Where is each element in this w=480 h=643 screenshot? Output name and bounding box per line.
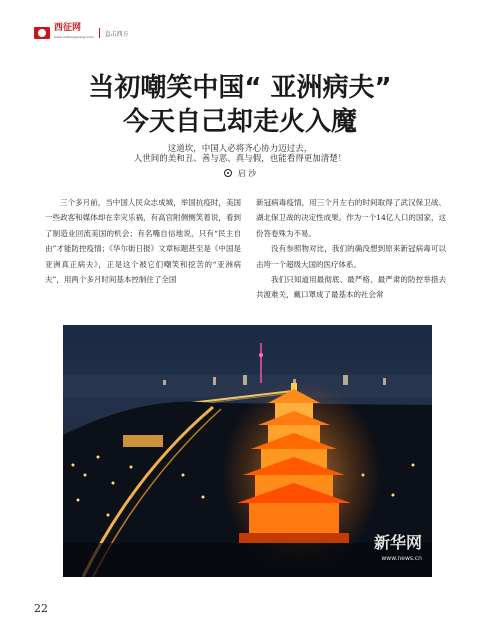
photo-yellow-crane-tower-night bbox=[63, 325, 432, 577]
body-paragraph: 我们只知道用最彻底、最严格、最严肃的防控举措去共渡难关，戴口罩成了最基本的社会常 bbox=[256, 275, 446, 300]
author-name: 启 沙 bbox=[237, 169, 257, 178]
headline-line-2: 今天自己却走火入魔 bbox=[122, 107, 357, 137]
byline bbox=[0, 168, 480, 179]
body-paragraph: 三个多月前，当中国人民众志成城，举国抗疫时，美国一些政客和媒体却在幸灾乐祸，有高官附侧恻笑着说，看到了制造业回流美国的机会；有名嘴自信地说，只有“民主自由”才能防控疫情；《华尔街日报》文章标题甚至是《中国是亚洲真正病夫》，正是这个被它们嘲笑和挖苦的“亚洲病夫”，用两个多月时间基本控制住了全国 bbox=[45, 198, 241, 285]
brand-logo-icon bbox=[34, 27, 50, 39]
bullet-icon bbox=[224, 169, 232, 177]
photo-watermark bbox=[374, 535, 422, 567]
header-divider bbox=[99, 28, 100, 38]
brand-url: www.xizhengwang.com bbox=[54, 35, 94, 39]
deck-line-1: 这道坎，中国人必将齐心协力迈过去， bbox=[167, 144, 313, 154]
body-paragraph: 新冠病毒疫情，用三个月左右的时间取得了武汉保卫战、湖北保卫战的决定性成果。作为一个14亿人口的国家，这份答卷殊为不易。 bbox=[256, 198, 446, 238]
masthead bbox=[34, 23, 129, 40]
deck-line-2: 人世间的美和丑、善与恶、真与假，也能看得更加清楚！ bbox=[133, 154, 347, 164]
brand-name bbox=[54, 24, 94, 42]
headline-line-1: 当初嘲笑中国“ 亚洲病夫” bbox=[88, 73, 392, 103]
body-column-right bbox=[256, 195, 446, 303]
section-name: 直击西方 bbox=[104, 30, 129, 38]
body-column-left bbox=[45, 195, 241, 287]
watermark-url: www.news.cn bbox=[381, 555, 422, 562]
watermark-text: 新华网 bbox=[373, 533, 422, 552]
body-paragraph: 没有参照物对比，我们的确没想到原来新冠病毒可以击垮一个超级大国的医疗体系。 bbox=[256, 244, 446, 269]
brand-title: 西征网 bbox=[54, 23, 82, 33]
page-number: 22 bbox=[34, 602, 48, 615]
